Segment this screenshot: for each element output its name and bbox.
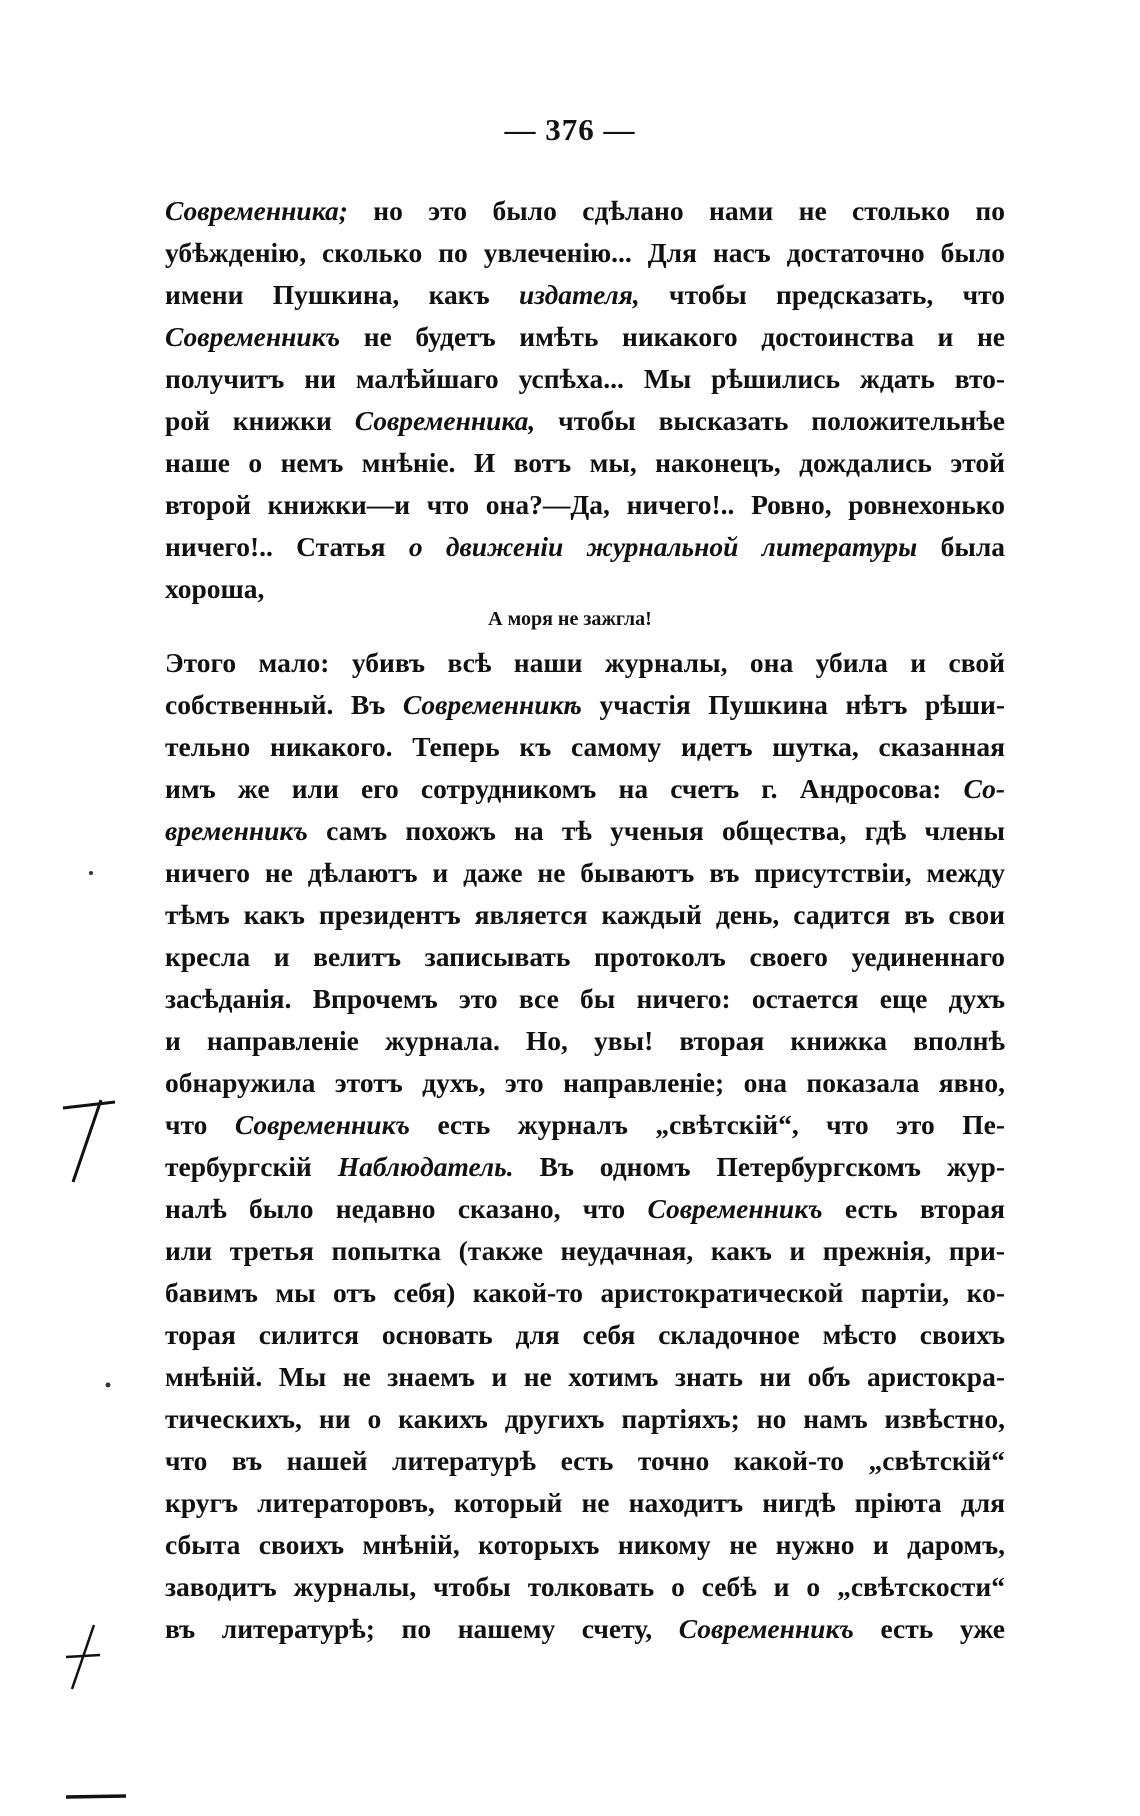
line-text: заводитъ журналы, чтобы толковать о себѣ и о „свѣтскости“ <box>165 1571 1005 1602</box>
line-text: тельно никакого. Теперь къ самому идетъ шутка, сказанная <box>165 731 1005 762</box>
paragraph-1 <box>165 190 1005 610</box>
text-line <box>165 810 1005 852</box>
text-line <box>165 316 1005 358</box>
line-text: тербургскій <box>165 1151 338 1182</box>
text-line <box>165 1482 1005 1524</box>
text-line <box>165 642 1005 684</box>
line-text: чтобы предсказать, что <box>639 279 1005 310</box>
margin-dot-upper <box>86 868 96 878</box>
line-text: хороша, <box>165 573 265 604</box>
margin-pen-mark-upper <box>55 1090 125 1190</box>
text-line <box>165 978 1005 1020</box>
text-line <box>165 684 1005 726</box>
line-text: въ литературѣ; по нашему счету, <box>165 1613 679 1644</box>
epigraph: А моря не зажгла! <box>488 608 652 630</box>
line-italic-title: Современникъ <box>678 1613 854 1644</box>
text-line <box>165 1566 1005 1608</box>
text-line <box>165 274 1005 316</box>
line-text: участія Пушкина нѣтъ рѣши- <box>581 689 1005 720</box>
text-line <box>165 1314 1005 1356</box>
line-text: засѣданія. Впрочемъ это все бы ничего: остается еще духъ <box>165 983 1005 1014</box>
text-line <box>165 852 1005 894</box>
line-text: кругъ литераторовъ, который не находитъ нигдѣ пріюта для <box>165 1487 1005 1518</box>
text-line <box>165 1524 1005 1566</box>
text-line <box>165 1398 1005 1440</box>
text-line <box>165 526 1005 568</box>
paragraph-2 <box>165 642 1005 1650</box>
line-text: обнаружила этотъ духъ, это направленіе; она показала явно, <box>165 1067 1005 1098</box>
text-line <box>165 1062 1005 1104</box>
text-line <box>165 1356 1005 1398</box>
text-line <box>165 442 1005 484</box>
line-text: есть уже <box>853 1613 1005 1644</box>
line-text: получитъ ни малѣйшаго успѣха... Мы рѣшились ждать вто- <box>165 363 1005 394</box>
line-text: есть вторая <box>822 1193 1005 1224</box>
line-italic-title: издателя, <box>518 279 640 310</box>
line-text: кресла и велитъ записывать протоколъ своего уединеннаго <box>165 941 1005 972</box>
text-line <box>165 1020 1005 1062</box>
text-line <box>165 1188 1005 1230</box>
line-text: есть журналъ „свѣтскій“, что это Пе- <box>410 1109 1005 1140</box>
line-italic-title: Современникъ <box>234 1109 410 1140</box>
line-text: не будетъ имѣть никакого достоинства и не <box>340 321 1005 352</box>
line-text: сбыта своихъ мнѣній, которыхъ никому не нужно и даромъ, <box>165 1529 1005 1560</box>
line-text: и направленіе журнала. Но, увы! вторая книжка вполнѣ <box>165 1025 1005 1056</box>
page-number: — 376 — <box>504 112 636 147</box>
text-line <box>165 726 1005 768</box>
line-text: тѣмъ какъ президентъ является каждый день, садится въ свои <box>165 899 1005 930</box>
text-line <box>165 936 1005 978</box>
line-italic-title: о движеніи журнальной литературы <box>408 531 918 562</box>
line-text: второй книжки—и что она?—Да, ничего!.. Ровно, ровнехонько <box>165 489 1005 520</box>
margin-dash-mark <box>62 1790 132 1804</box>
line-text: или третья попытка (также неудачная, какъ и прежнія, при- <box>165 1235 1005 1266</box>
margin-dot-lower <box>103 1380 113 1390</box>
line-text: Въ одномъ Петербургскомъ жур- <box>513 1151 1005 1182</box>
text-line <box>165 1608 1005 1650</box>
text-line <box>165 768 1005 810</box>
line-italic-title: Современника, <box>354 405 536 436</box>
line-text: убѣжденію, сколько по увлеченію... Для насъ достаточно было <box>165 237 1005 268</box>
line-text: самъ похожъ на тѣ ученыя общества, гдѣ члены <box>307 815 1005 846</box>
line-text: тическихъ, ни о какихъ другихъ партіяхъ; но намъ извѣстно, <box>165 1403 1005 1434</box>
text-line <box>165 190 1005 232</box>
text-line <box>165 484 1005 526</box>
line-text: бавимъ мы отъ себя) какой-то аристократической партіи, ко- <box>165 1277 1005 1308</box>
line-text: налѣ было недавно сказано, что <box>165 1193 648 1224</box>
line-italic-title: Со- <box>963 773 1005 804</box>
line-text: собственный. Въ <box>165 689 403 720</box>
line-italic-title: Современника; <box>165 195 348 226</box>
line-italic-title: Современникъ <box>165 321 341 352</box>
line-text: что въ нашей литературѣ есть точно какой-то „свѣтскій“ <box>165 1445 1005 1476</box>
line-text: что <box>165 1109 235 1140</box>
text-line <box>165 1146 1005 1188</box>
line-text: чтобы высказать положительнѣе <box>535 405 1005 436</box>
line-italic-title: Наблюдатель. <box>337 1151 514 1182</box>
line-text: торая силится основать для себя складочное мѣсто своихъ <box>165 1319 1005 1350</box>
text-line <box>165 232 1005 274</box>
text-line <box>165 358 1005 400</box>
line-text: имени Пушкина, какъ <box>165 279 519 310</box>
text-line <box>165 1104 1005 1146</box>
text-line <box>165 1440 1005 1482</box>
line-italic-title: Современникъ <box>647 1193 823 1224</box>
line-text: мнѣній. Мы не знаемъ и не хотимъ знать ни объ аристокра- <box>165 1361 1005 1392</box>
line-text: рой книжки <box>165 405 355 436</box>
line-text: но это было сдѣлано нами не столько по <box>347 195 1005 226</box>
line-text: ничего не дѣлаютъ и даже не бываютъ въ присутствіи, между <box>165 857 1005 888</box>
text-line <box>165 1272 1005 1314</box>
line-text: Этого мало: убивъ всѣ наши журналы, она убила и свой <box>165 647 1005 678</box>
line-text: имъ же или его сотрудникомъ на счетъ г. Андросова: <box>165 773 964 804</box>
line-text: была <box>917 531 1005 562</box>
line-italic-title: Современникѣ <box>402 689 582 720</box>
line-text: ничего!.. Статья <box>165 531 409 562</box>
text-line <box>165 400 1005 442</box>
line-text: наше о немъ мнѣніе. И вотъ мы, наконецъ, дождались этой <box>165 447 1005 478</box>
text-line <box>165 1230 1005 1272</box>
margin-pen-mark-lower <box>60 1605 120 1695</box>
text-line <box>165 894 1005 936</box>
line-italic-title: временникъ <box>165 815 308 846</box>
